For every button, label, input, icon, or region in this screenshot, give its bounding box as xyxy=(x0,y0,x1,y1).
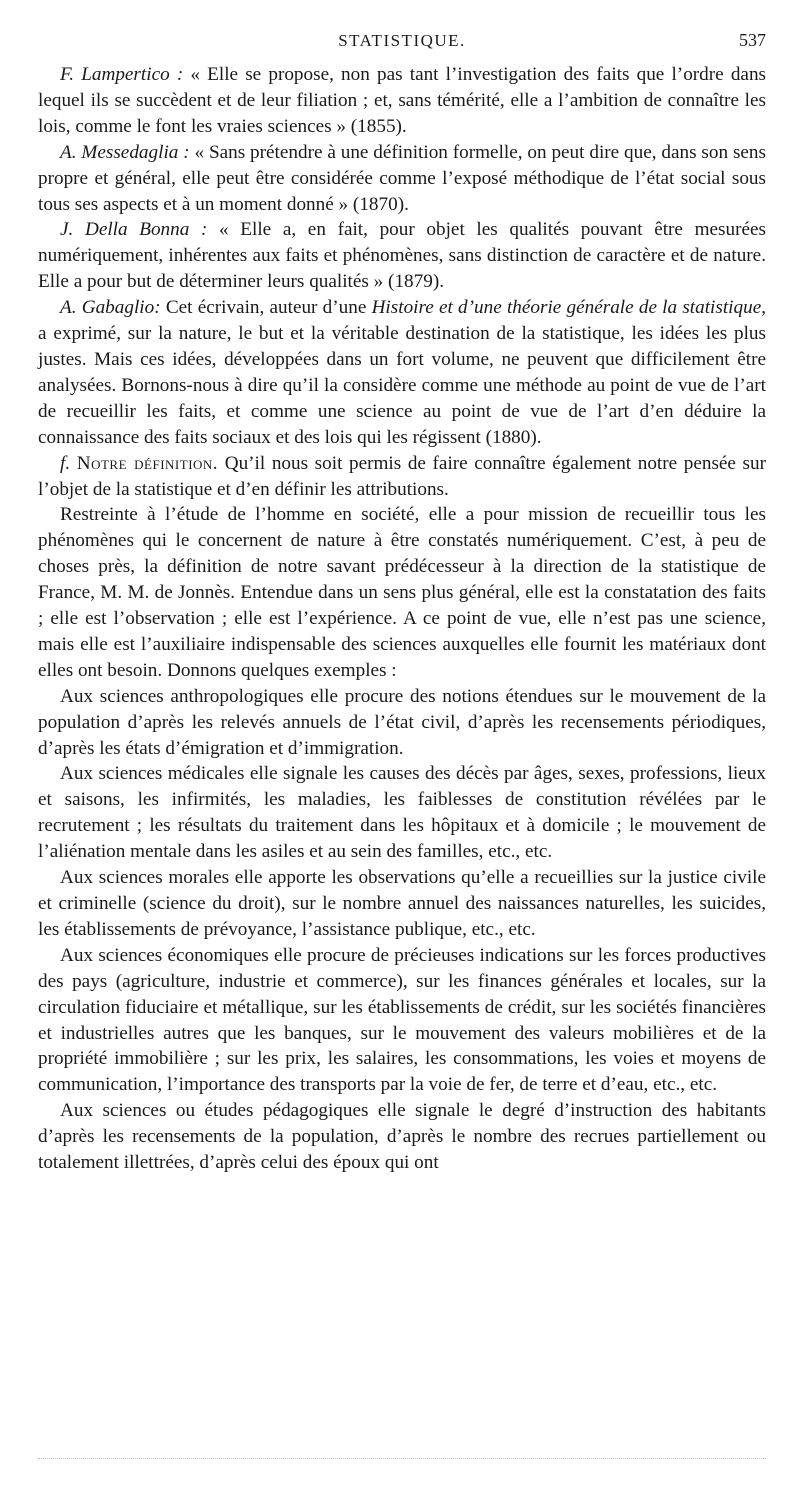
paragraph-pedagogiques: Aux sciences ou études pédagogiques elle signale le degré d’instruction des habitants d’après les recensements de la population, d’après le nombre des recrues partiellement ou totalement illettrées, d’après celui des époux qui ont xyxy=(38,1100,766,1174)
page-number: 537 xyxy=(739,30,766,50)
work-title: Histoire et d’une théorie générale de la statistique xyxy=(371,297,762,319)
author-name: F. Lampertico : xyxy=(60,64,184,85)
paragraph-restreinte: Restreinte à l’étude de l’homme en société, elle a pour mission de recueillir tous les phénomènes qui le concernent de nature à être constatés numériquement. C’est, à peu de choses près, la définition de notre savant prédécesseur à la direction de la statistique de France, M. M. de Jonnès. Entendue dans un sens plus général, elle est la constatation des faits ; elle est l’observation ; elle est l’expérience. A ce point de vue, elle n’est pas une science, mais elle est l’auxiliaire indispensable des sciences auxquelles elle fournit les matériaux dont elles ont besoin. Donnons quelques exemples : xyxy=(38,504,766,681)
paragraph-text: « Sans prétendre à une définition formelle, on peut dire que, dans son sens propre et général, elle peut être considérée comme l’exposé méthodique de l’état social sous tous ses aspects et à un moment donné » (1870). xyxy=(38,141,766,215)
running-title: STATISTIQUE. xyxy=(338,31,466,50)
paragraph-text: « Elle se propose, non pas tant l’investigation des faits que l’ordre dans lequel ils se succèdent et de leur filiation ; et, sans témérité, elle a l’ambition de connaître les lois, comme le font les vraies sciences » (1855). xyxy=(38,64,767,137)
running-head xyxy=(38,28,766,54)
paragraph-text: « Elle a, en fait, pour objet les qualités pouvant être mesurées numériquement, inhérentes aux faits et phénomènes, sans distinction de caractère et de nature. Elle a pour but de déterminer leurs qualités » (1879). xyxy=(38,219,766,293)
author-name: J. Della Bonna : xyxy=(60,219,208,241)
paragraph-text: Qu’il nous soit permis de faire connaître également notre pensée sur l’objet de la statistique et d’en définir les attributions. xyxy=(38,452,767,500)
paragraph-lampertico xyxy=(38,62,766,140)
author-name: A. Messedaglia : xyxy=(60,141,190,163)
paragraph-morales: Aux sciences morales elle apporte les observations qu’elle a recueillies sur la justice civile et criminelle (science du droit), sur le nombre annuel des naissances naturelles, les suicides, les établissements de prévoyance, l’assistance publique, etc., etc. xyxy=(38,867,766,940)
paragraph-della-bonna xyxy=(38,217,766,295)
page xyxy=(38,28,766,1176)
paragraph-messedaglia xyxy=(38,140,766,218)
paragraph-notre-definition xyxy=(38,451,766,503)
author-name: A. Gabaglio: xyxy=(60,297,161,319)
section-heading: Notre définition. xyxy=(76,452,219,474)
paragraph-text: , a exprimé, sur la nature, le but et la véritable destination de la statistique, les idées les plus justes. Mais ces idées, développées dans un fort volume, ne peuvent que difficilement être analysées. Bornons-nous à dire qu’il la considère comme une méthode au point de vue de l’art de recueillir les faits, et comme une science au point de vue de l’art d’en déduire la connaissance des faits sociaux et des lois qui les régissent (1880). xyxy=(38,297,767,448)
paragraph-medicales: Aux sciences médicales elle signale les causes des décès par âges, sexes, professions, lieux et saisons, les infirmités, les maladies, les faiblesses de constitution révélées par le recrutement ; les résultats du traitement dans les hôpitaux et à domicile ; le mouvement de l’aliénation mentale dans les asiles et au sein des familles, etc., etc. xyxy=(38,763,766,863)
section-letter: f. xyxy=(60,452,71,474)
paragraph-anthropologiques: Aux sciences anthropologiques elle procure des notions étendues sur le mouvement de la population d’après les relevés annuels de l’état civil, d’après les recensements périodiques, d’après les états d’émigration et d’immigration. xyxy=(38,685,766,759)
paragraph-economiques: Aux sciences économiques elle procure de précieuses indications sur les forces productives des pays (agriculture, industrie et commerce), sur les finances générales et locales, sur la circulation fiduciaire et métallique, sur les établissements de crédit, sur les sociétés financières et industrielles autres que les banques, sur le mouvement des valeurs mobilières et de la propriété immobilière ; sur les prix, les salaires, les consommations, les voies et moyens de communication, l’importance des transports par la voie de fer, de terre et d’eau, etc., etc. xyxy=(38,944,766,1096)
bottom-bleed-through xyxy=(38,1458,766,1463)
paragraph-text: Cet écrivain, auteur d’une xyxy=(160,297,372,319)
paragraph-gabaglio xyxy=(38,295,766,450)
